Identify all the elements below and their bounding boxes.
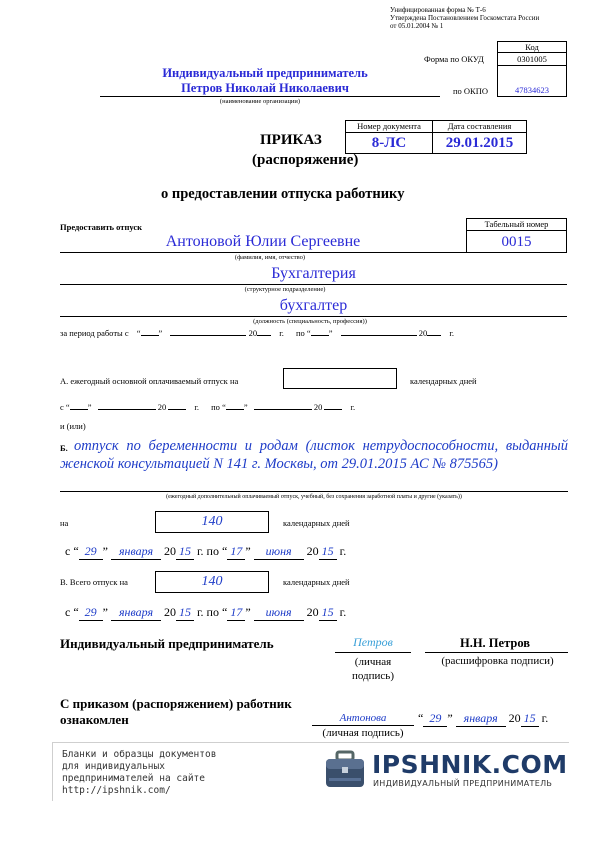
section-a-from-label: с [60,402,64,412]
section-b-underline [60,491,568,492]
section-c-label: В. Всего отпуск на [60,577,128,587]
section-c-to-label: г. по [196,605,219,619]
section-c-from-year: 15 [176,605,194,621]
year-prefix: 20 [306,605,319,619]
quote-open: “ [221,605,228,619]
year-prefix: 20 [418,328,428,338]
quote-close: ” [102,605,108,619]
blank-day [141,335,159,336]
section-c-days-box [155,571,269,593]
section-c-dates-row [65,605,346,621]
form-header [390,6,539,30]
quote-close: ” [447,711,453,725]
tab-number: 0015 [501,234,532,250]
organization-line2: Петров Николай Николаевич [181,81,349,95]
and-or-label: и (или) [60,421,86,431]
head-signature-line [335,652,411,653]
section-b-days: 140 [201,514,223,529]
quote-close: ” [245,605,251,619]
blank-year [427,335,441,336]
order-date: 29.01.2015 [445,135,514,151]
section-b-from-year: 15 [176,544,194,560]
section-c-from-label: с [65,605,71,619]
section-b-from-label: с [65,544,71,558]
order-title: ПРИКАЗ [260,132,322,148]
quote-close: ” [102,544,108,558]
blank-day [70,409,88,410]
ack-label: С приказом (распоряжением) работник ознакомлен [60,696,292,727]
department-caption: (структурное подразделение) [244,286,326,293]
section-b-dates-row [65,544,346,560]
section-b-caption: (ежегодный дополнительный оплачиваемый отпуск, учебный, без сохранения заработной платы и другие (указать)) [166,494,462,500]
ack-year: 15 [521,711,539,727]
head-label: Индивидуальный предприниматель [60,636,274,651]
work-period-from-label: за период работы с [60,328,129,338]
form-header-line1: Унифицированная форма № Т-6 [390,6,486,14]
year-suffix: г. [449,328,455,338]
section-c-to-month: июня [254,605,304,621]
quote-open: “ [136,328,141,338]
section-a-days-box [283,368,397,389]
work-period-to-label: по [295,328,305,338]
date-label: Дата составления [447,121,512,131]
footer-line: Бланки и образцы документов [62,749,217,760]
doc-number-cell [345,132,433,154]
blank-day [226,409,244,410]
section-a-label: А. ежегодный основной оплачиваемый отпуск на [60,376,239,386]
section-a-days-label: календарных дней [410,376,477,386]
worker-signature: Антонова [339,712,387,724]
section-c-from-day: 29 [79,605,103,621]
section-c-days-label: календарных дней [283,577,350,587]
footer-text [62,749,216,797]
order-purpose: о предоставлении отпуска работнику [161,186,405,202]
blank-month [170,335,246,336]
grant-label: Предоставить отпуск [60,222,143,232]
year-suffix: г. [339,605,347,619]
okud-value: 0301005 [517,54,547,64]
section-c-to-day: 17 [227,605,245,621]
footer-line: предпринимателей на сайте [62,773,205,784]
section-c-to-year: 15 [319,605,337,621]
quote-open: “ [222,402,226,412]
worker-signature-line [312,725,414,726]
quote-open: “ [306,328,311,338]
head-signature: Петров [353,635,393,649]
position-caption: (должность (специальность, профессия)) [253,318,367,325]
year-suffix: г. [194,402,199,412]
footer-line: для индивидуальных [62,761,165,772]
section-b-to-year: 15 [319,544,337,560]
section-b-days-label: календарных дней [283,518,350,528]
section-b-text: отпуск по беременности и родам (листок нетрудоспособности, выданный женской консультацией N 141 г. Москвы, от 29.01.2015 АС № 875565) [60,438,568,472]
head-decoding-caption: (расшифровка подписи) [441,655,554,667]
section-c-from-month: января [111,605,161,621]
blank-year [168,409,186,410]
organization-underline [100,96,440,97]
order-subtitle: (распоряжение) [252,152,359,168]
blank-month [254,409,312,410]
department: Бухгалтерия [271,265,356,282]
blank-year [257,335,271,336]
position-underline [60,316,567,317]
quote-open: “ [73,544,79,558]
year-suffix: г. [279,328,284,338]
organization-name [100,66,430,96]
department-underline [60,284,567,285]
year-suffix: г. [339,544,347,558]
ack-year-prefix: 20 [508,711,521,725]
ack-year-suffix: г. [541,711,549,725]
employee-name: Антоновой Юлии Сергеевне [165,233,361,250]
quote-open: “ [73,605,79,619]
year-prefix: 20 [313,402,323,412]
blank-month [341,335,417,336]
quote-open: “ [418,711,424,725]
footer-link[interactable]: http://ipshnik.com/ [62,785,171,796]
section-b-days-box [155,511,269,533]
quote-open: “ [221,544,228,558]
year-prefix: 20 [163,605,176,619]
year-prefix: 20 [306,544,319,558]
quote-close: ” [87,402,92,412]
tab-number-cell [466,230,567,253]
blank-month [98,409,156,410]
okud-label: Форма по ОКУД [424,54,484,64]
organization-caption: (наименование организации) [219,98,301,105]
section-b-from-day: 29 [79,544,103,560]
year-prefix: 20 [248,328,258,338]
section-a-to-label: по [211,402,220,412]
section-b-to-label: г. по [196,544,219,558]
work-period-row [60,328,454,338]
okud-cell [497,52,567,66]
ack-day: 29 [423,711,447,727]
quote-close: ” [328,328,333,338]
logo-text[interactable]: IPSHNIK.COM [372,750,568,779]
blank-year [324,409,342,410]
year-prefix: 20 [163,544,176,558]
employee-name-underline [60,252,466,253]
worker-signature-caption: (личная подпись) [322,727,404,739]
okpo-label: по ОКПО [453,86,489,96]
blank-day [311,335,329,336]
okpo-value: 47834623 [515,85,549,95]
ack-date-row [418,711,548,727]
tab-number-label: Табельный номер [484,219,549,229]
organization-line1: Индивидуальный предприниматель [162,66,368,80]
okpo-cell [497,65,567,97]
head-decoding-line [425,652,568,653]
doc-number-label: Номер документа [357,121,421,131]
position: бухгалтер [279,297,348,314]
section-c-days: 140 [201,574,223,589]
briefcase-icon [323,748,367,792]
year-suffix: г. [350,402,356,412]
form-header-line3: от 05.01.2004 № 1 [390,22,444,30]
quote-open: “ [65,402,70,412]
quote-close: ” [245,544,251,558]
employee-name-caption: (фамилия, имя, отчество) [234,254,306,261]
section-b-from-month: января [111,544,161,560]
year-prefix: 20 [157,402,167,412]
doc-number: 8-ЛС [371,135,407,151]
section-a-dates-row [60,402,355,412]
ack-month: января [456,711,506,727]
head-decoding: Н.Н. Петров [459,636,531,650]
section-b-letter: Б. [60,443,68,453]
logo-subtitle: ИНДИВИДУАЛЬНЫЙ ПРЕДПРИНИМАТЕЛЬ [373,779,553,788]
section-b-to-month: июня [254,544,304,560]
head-signature-caption: (личная подпись) [351,656,394,682]
date-cell [432,132,527,154]
quote-close: ” [158,328,163,338]
section-b-to-day: 17 [227,544,245,560]
section-b-on-label: на [60,518,69,528]
form-header-line2: Утверждена Постановлением Госкомстата России [390,14,540,22]
code-header: Код [525,42,539,52]
quote-close: ” [243,402,248,412]
